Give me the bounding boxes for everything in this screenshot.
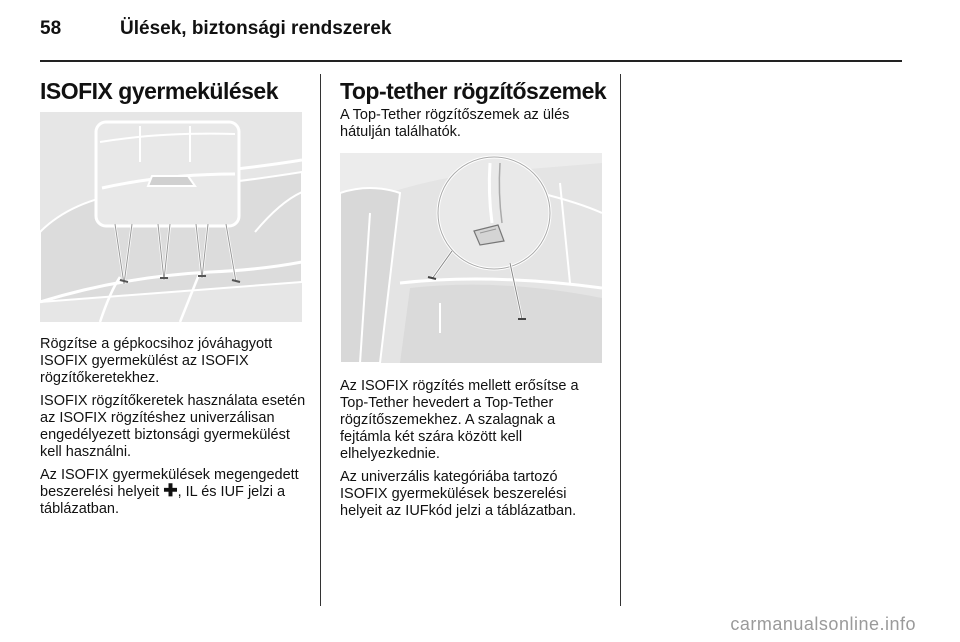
isofix-heading: ISOFIX gyermekülések bbox=[40, 78, 279, 104]
isofix-paragraph-2: ISOFIX rögzítőkeretek használata esetén az ISOFIX rögzítéshez univerzálisan engedélyezett biztonsági gyermekülést kell használni. bbox=[40, 393, 306, 460]
isofix-paragraph-1: Rögzítse a gépkocsihoz jóváhagyott ISOFIX gyermekülést az ISOFIX rögzítőkeretekhez. bbox=[40, 336, 273, 386]
isofix-text bbox=[40, 336, 308, 524]
page-number: 58 bbox=[40, 18, 62, 39]
top-tether-intro: A Top-Tether rögzítőszemek az ülés hátulján találhatók. bbox=[340, 107, 570, 140]
column-divider-1 bbox=[320, 74, 321, 606]
top-tether-text bbox=[340, 378, 608, 526]
column-divider-2 bbox=[620, 74, 621, 606]
plus-icon: ✚ bbox=[163, 481, 178, 500]
isofix-paragraph-3-end: , IL és IUF jelzi a táblázatban. bbox=[40, 484, 286, 517]
top-tether-heading: Top-tether rögzítőszemek bbox=[340, 78, 607, 104]
top-tether-illustration bbox=[340, 153, 602, 363]
top-tether-paragraph-1: Az ISOFIX rögzítés mellett erősítse a Top-Tether hevedert a Top-Tether rögzítőszemekhez. A szalagnak a fejtámla két szára között kell elhelyezkednie. bbox=[340, 378, 579, 462]
top-tether-paragraph-2: Az univerzális kategóriába tartozó ISOFIX gyermekülések beszerelési helyeit az IUFkód jelzi a táblázatban. bbox=[340, 469, 577, 519]
isofix-paragraph-3 bbox=[40, 467, 308, 518]
watermark: carmanualsonline.info bbox=[730, 614, 916, 634]
header-rule bbox=[40, 60, 902, 62]
running-head: Ülések, biztonsági rendszerek bbox=[120, 18, 392, 39]
isofix-paragraph-3-start: Az ISOFIX gyermekülések megengedett beszerelési helyeit bbox=[40, 467, 299, 500]
isofix-seat-illustration bbox=[40, 112, 302, 322]
